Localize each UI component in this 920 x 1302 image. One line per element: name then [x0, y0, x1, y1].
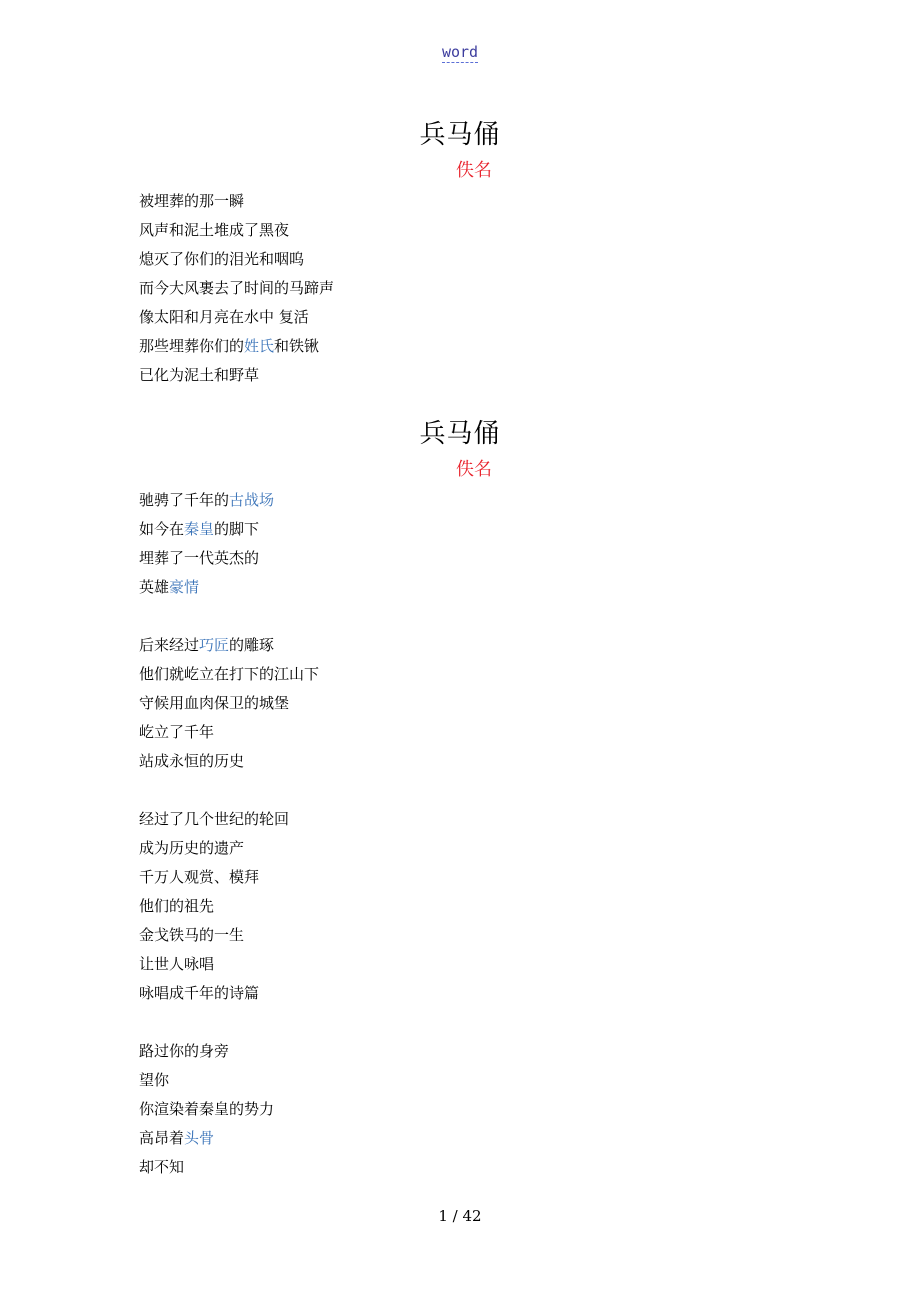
line-text: 成为历史的遗产 — [139, 839, 245, 857]
highlighted-term-link[interactable]: 巧匠 — [199, 636, 230, 654]
line-text: 被埋葬的那一瞬 — [139, 192, 245, 210]
poem-line — [139, 1095, 319, 1124]
poem-line — [139, 631, 319, 660]
line-text: 英雄 — [139, 578, 170, 596]
line-text: 的雕琢 — [229, 636, 275, 654]
line-text: 已化为泥土和野草 — [139, 366, 260, 384]
header-link-text[interactable]: word — [441, 43, 479, 61]
poem-2 — [0, 416, 920, 1176]
poem-line — [139, 718, 319, 747]
poem-line — [139, 805, 319, 834]
poem-line — [139, 747, 319, 776]
highlighted-term-link[interactable]: 秦皇 — [184, 520, 215, 538]
line-text: 经过了几个世纪的轮回 — [139, 810, 290, 828]
poem-line — [139, 1037, 319, 1066]
poem-line — [139, 1153, 319, 1182]
highlighted-term-link[interactable]: 头骨 — [184, 1129, 215, 1147]
poem-line — [139, 863, 319, 892]
poem-line — [139, 979, 319, 1008]
page-number: 1 / 42 — [438, 1207, 482, 1225]
poem-line — [139, 245, 334, 274]
line-text: 而今大风裹去了时间的马蹄声 — [139, 279, 335, 297]
line-text: 如今在 — [139, 520, 185, 538]
line-text: 风声和泥土堆成了黑夜 — [139, 221, 290, 239]
poem-line — [139, 303, 334, 332]
poem-line — [139, 689, 319, 718]
highlighted-term-link[interactable]: 豪情 — [169, 578, 200, 596]
poem-body — [139, 187, 334, 390]
poem-line — [139, 660, 319, 689]
line-text: 和铁锹 — [274, 337, 320, 355]
line-text: 你渲染着秦皇的势力 — [139, 1100, 275, 1118]
poem-line — [139, 573, 319, 602]
line-text: 望你 — [139, 1071, 170, 1089]
line-text: 那些埋葬你们的 — [139, 337, 245, 355]
poem-author: 佚名 — [456, 459, 492, 480]
poem-body — [139, 486, 319, 1182]
line-text: 千万人观赏、模拜 — [139, 868, 260, 886]
line-text: 金戈铁马的一生 — [139, 926, 245, 944]
stanza-gap — [139, 1008, 319, 1037]
line-text: 咏唱成千年的诗篇 — [139, 984, 260, 1002]
highlighted-term-link[interactable]: 古战场 — [229, 491, 275, 509]
line-text: 后来经过 — [139, 636, 200, 654]
highlighted-term-link[interactable]: 姓氏 — [244, 337, 275, 355]
poem-line — [139, 544, 319, 573]
poem-line — [139, 187, 334, 216]
line-text: 路过你的身旁 — [139, 1042, 230, 1060]
line-text: 站成永恒的历史 — [139, 752, 245, 770]
poem-line — [139, 332, 334, 361]
line-text: 屹立了千年 — [139, 723, 215, 741]
stanza-gap — [139, 776, 319, 805]
poem-line — [139, 486, 319, 515]
line-text: 他们的祖先 — [139, 897, 215, 915]
line-text: 熄灭了你们的泪光和咽呜 — [139, 250, 305, 268]
line-text: 让世人咏唱 — [139, 955, 215, 973]
line-text: 驰骋了千年的 — [139, 491, 230, 509]
stanza-gap — [139, 602, 319, 631]
poem-1 — [0, 117, 920, 384]
poem-title: 兵马俑 — [419, 120, 501, 150]
line-text: 埋葬了一代英杰的 — [139, 549, 260, 567]
poem-line — [139, 921, 319, 950]
poem-line — [139, 892, 319, 921]
line-text: 却不知 — [139, 1158, 185, 1176]
poem-line — [139, 1066, 319, 1095]
poem-line — [139, 834, 319, 863]
poem-line — [139, 274, 334, 303]
poem-line — [139, 361, 334, 390]
poem-author: 佚名 — [456, 160, 492, 181]
line-text: 他们就屹立在打下的江山下 — [139, 665, 320, 683]
poem-line — [139, 515, 319, 544]
poem-line — [139, 216, 334, 245]
poem-line — [139, 1124, 319, 1153]
header-word-link[interactable] — [0, 42, 920, 62]
poem-line — [139, 950, 319, 979]
line-text: 高昂着 — [139, 1129, 185, 1147]
line-text: 的脚下 — [214, 520, 260, 538]
line-text: 守候用血肉保卫的城堡 — [139, 694, 290, 712]
poem-title: 兵马俑 — [419, 419, 501, 449]
line-text: 像太阳和月亮在水中 复活 — [139, 308, 309, 326]
